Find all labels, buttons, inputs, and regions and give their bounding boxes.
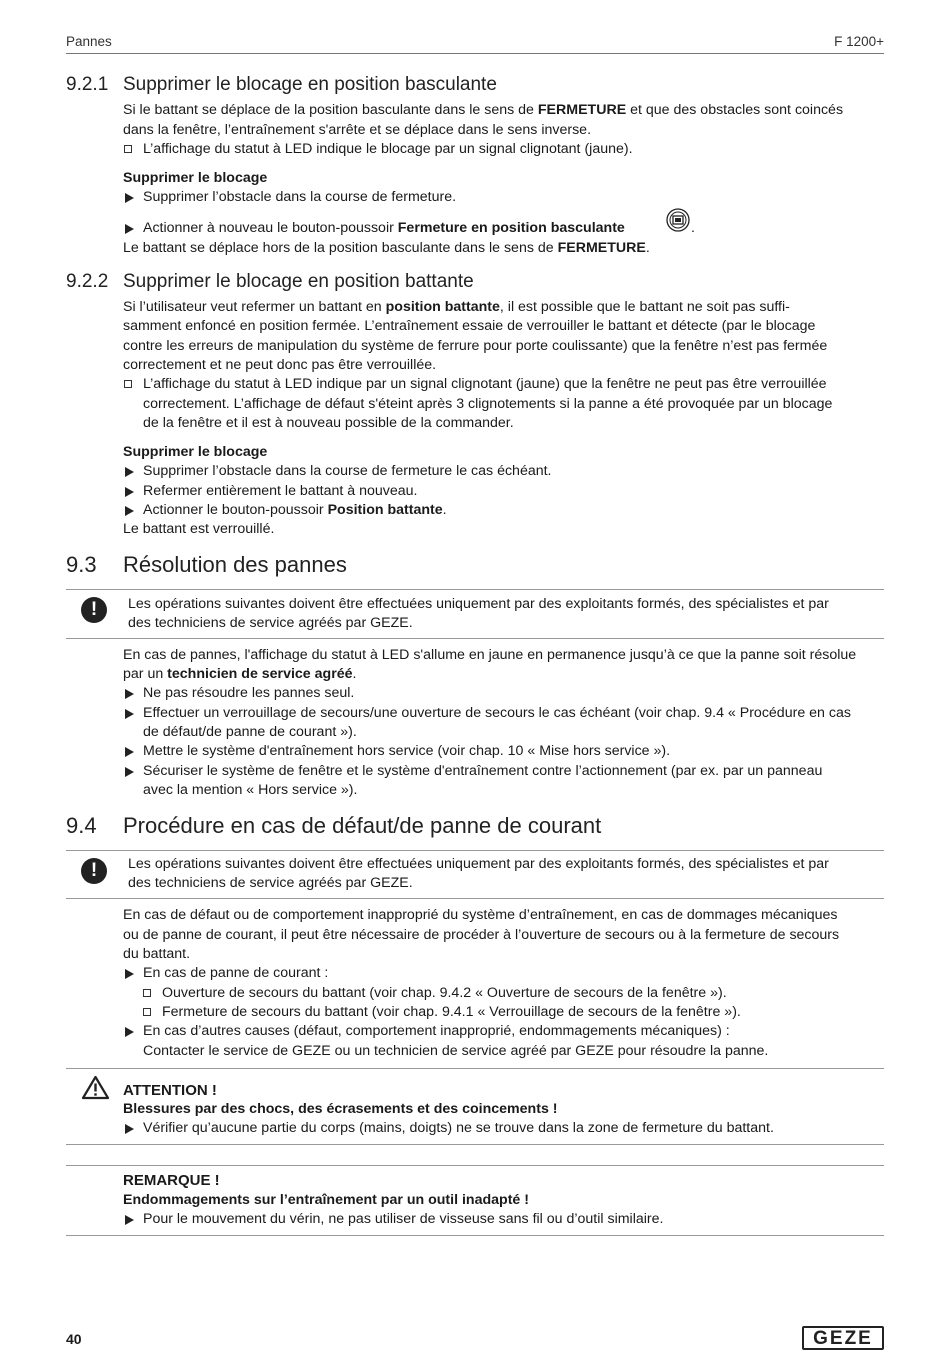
step-text: Effectuer un verrouillage de secours/une ouverture de secours le cas échéant (voir chap. 9.4 « Procédure en cas xyxy=(143,705,851,721)
paragraph-line: En cas de défaut ou de comportement inapproprié du système d’entraînement, en cas de dommages mécaniques xyxy=(123,907,838,923)
exclamation-icon: ! xyxy=(81,858,107,884)
remark-item: Pour le mouvement du vérin, ne pas utiliser de visseuse sans fil ou d’outil similaire. xyxy=(143,1211,664,1227)
step-text: Refermer entièrement le battant à nouveau. xyxy=(143,483,418,499)
warning-triangle-icon xyxy=(81,1075,110,1100)
warning-item: Vérifier qu’aucune partie du corps (mains, doigts) ne se trouve dans la zone de fermeture du battant. xyxy=(143,1120,774,1136)
arrow-bullet-icon xyxy=(125,709,134,719)
step-end: . xyxy=(691,220,695,236)
bullet-text: correctement. L’affichage de défaut s'éteint après 3 clignotements si la panne a été provoquée par un blocage xyxy=(143,396,833,412)
paragraph-line: samment enfoncé en position fermée. L’entraînement essaie de verrouiller le battant et détecte (par le blocage xyxy=(123,318,816,334)
square-bullet-icon xyxy=(143,1008,151,1016)
section-number: 9.2.1 xyxy=(66,74,109,95)
step-text: avec la mention « Hors service »). xyxy=(143,782,358,798)
step-text: Contacter le service de GEZE ou un technicien de service agréé par GEZE pour résoudre la panne. xyxy=(143,1043,769,1059)
sub-bullet-text: Ouverture de secours du battant (voir chap. 9.4.2 « Ouverture de secours de la fenêtre »). xyxy=(162,985,727,1001)
warning-rule-top xyxy=(66,1068,884,1069)
sub-bullet-text: Fermeture de secours du battant (voir chap. 9.4.1 « Verrouillage de secours de la fenêtre »). xyxy=(162,1004,741,1020)
arrow-bullet-icon xyxy=(125,1215,134,1225)
warning-title: ATTENTION ! xyxy=(123,1082,217,1099)
note-rule-bottom xyxy=(66,638,884,639)
result-text: Le battant se déplace hors de la position basculante dans le sens de FERMETURE. xyxy=(123,240,650,256)
note-text: des techniciens de service agréés par GEZE. xyxy=(128,875,413,891)
paragraph-line: correctement et ne peut donc pas être verrouillée. xyxy=(123,357,437,373)
paragraph-line: Si le battant se déplace de la position basculante dans le sens de FERMETURE et que des obstacles sont coincés xyxy=(123,102,844,118)
arrow-bullet-icon xyxy=(125,224,134,234)
arrow-bullet-icon xyxy=(125,767,134,777)
paragraph-line: contre les erreurs de manipulation du système de ferrure pour porte coulissante) que la fenêtre n’est pas fermée xyxy=(123,338,828,354)
note-rule-top xyxy=(66,589,884,590)
arrow-bullet-icon xyxy=(125,969,134,979)
geze-logo: GEZE xyxy=(802,1326,884,1350)
section-title: Supprimer le blocage en position battante xyxy=(123,271,474,292)
arrow-bullet-icon xyxy=(125,467,134,477)
note-text: Les opérations suivantes doivent être effectuées uniquement par des exploitants formés, des spécialistes et par xyxy=(128,856,829,872)
step-text: Actionner le bouton-poussoir Position battante. xyxy=(143,502,447,518)
step-text: Sécuriser le système de fenêtre et le système d'entraînement contre l’actionnement (par ex. par un panneau xyxy=(143,763,823,779)
warning-rule-bottom xyxy=(66,1144,884,1145)
note-text: des techniciens de service agréés par GEZE. xyxy=(128,615,413,631)
bullet-text: L’affichage du statut à LED indique le blocage par un signal clignotant (jaune). xyxy=(143,141,633,157)
arrow-bullet-icon xyxy=(125,506,134,516)
paragraph-line: En cas de pannes, l'affichage du statut à LED s'allume en jaune en permanence jusqu’à ce que la panne soit résolue xyxy=(123,647,857,663)
section-title: Procédure en cas de défaut/de panne de courant xyxy=(123,813,602,838)
step-text: Mettre le système d'entraînement hors service (voir chap. 10 « Mise hors service »). xyxy=(143,743,671,759)
step-text: Ne pas résoudre les pannes seul. xyxy=(143,685,355,701)
step-text: de défaut/de panne de courant »). xyxy=(143,724,357,740)
exclamation-icon: ! xyxy=(81,597,107,623)
header-section: Pannes xyxy=(66,34,112,49)
remark-rule-top xyxy=(66,1165,884,1166)
arrow-bullet-icon xyxy=(125,1124,134,1134)
square-bullet-icon xyxy=(143,989,151,997)
bullet-text: L’affichage du statut à LED indique par un signal clignotant (jaune) que la fenêtre ne peut pas être verrouillée xyxy=(143,376,827,392)
pushbutton-icon xyxy=(666,208,690,232)
step-text: Supprimer l’obstacle dans la course de fermeture le cas échéant. xyxy=(143,463,552,479)
paragraph-line: Si l’utilisateur veut refermer un battant en position battante, il est possible que le battant ne soit pas suffi- xyxy=(123,299,790,315)
step-text: En cas de panne de courant : xyxy=(143,965,329,981)
arrow-bullet-icon xyxy=(125,487,134,497)
section-title: Résolution des pannes xyxy=(123,552,347,577)
remark-title: REMARQUE ! xyxy=(123,1172,220,1189)
step-text: Actionner à nouveau le bouton-poussoir Fermeture en position basculante xyxy=(143,220,625,236)
section-number: 9.2.2 xyxy=(66,271,109,292)
paragraph-line: ou de panne de courant, il peut être nécessaire de procéder à l’ouverture de secours ou à la fermeture de secours xyxy=(123,927,840,943)
page-number: 40 xyxy=(66,1331,82,1347)
square-bullet-icon xyxy=(124,145,132,153)
section-number: 9.3 xyxy=(66,552,97,577)
step-text: En cas d’autres causes (défaut, comportement inapproprié, endommagements mécaniques) : xyxy=(143,1023,730,1039)
remark-subtitle: Endommagements sur l’entraînement par un outil inadapté ! xyxy=(123,1192,529,1208)
bullet-text: de la fenêtre et il est à nouveau possible de la commander. xyxy=(143,415,514,431)
step-text: Supprimer l’obstacle dans la course de fermeture. xyxy=(143,189,457,205)
note-rule-top xyxy=(66,850,884,851)
header-model: F 1200+ xyxy=(834,34,884,49)
arrow-bullet-icon xyxy=(125,193,134,203)
remark-rule-bottom xyxy=(66,1235,884,1236)
paragraph-line: du battant. xyxy=(123,946,191,962)
paragraph-line: par un technicien de service agréé. xyxy=(123,666,357,682)
paragraph-line: dans la fenêtre, l’entraînement s'arrête et se déplace dans le sens inverse. xyxy=(123,122,592,138)
arrow-bullet-icon xyxy=(125,689,134,699)
warning-subtitle: Blessures par des chocs, des écrasements et des coincements ! xyxy=(123,1101,558,1117)
header-rule xyxy=(66,53,884,54)
note-text: Les opérations suivantes doivent être effectuées uniquement par des exploitants formés, des spécialistes et par xyxy=(128,596,829,612)
section-title: Supprimer le blocage en position basculante xyxy=(123,74,497,95)
arrow-bullet-icon xyxy=(125,1027,134,1037)
note-rule-bottom xyxy=(66,898,884,899)
section-number: 9.4 xyxy=(66,813,97,838)
result-text: Le battant est verrouillé. xyxy=(123,521,275,537)
arrow-bullet-icon xyxy=(125,747,134,757)
subheading: Supprimer le blocage xyxy=(123,170,268,186)
square-bullet-icon xyxy=(124,380,132,388)
subheading: Supprimer le blocage xyxy=(123,444,268,460)
